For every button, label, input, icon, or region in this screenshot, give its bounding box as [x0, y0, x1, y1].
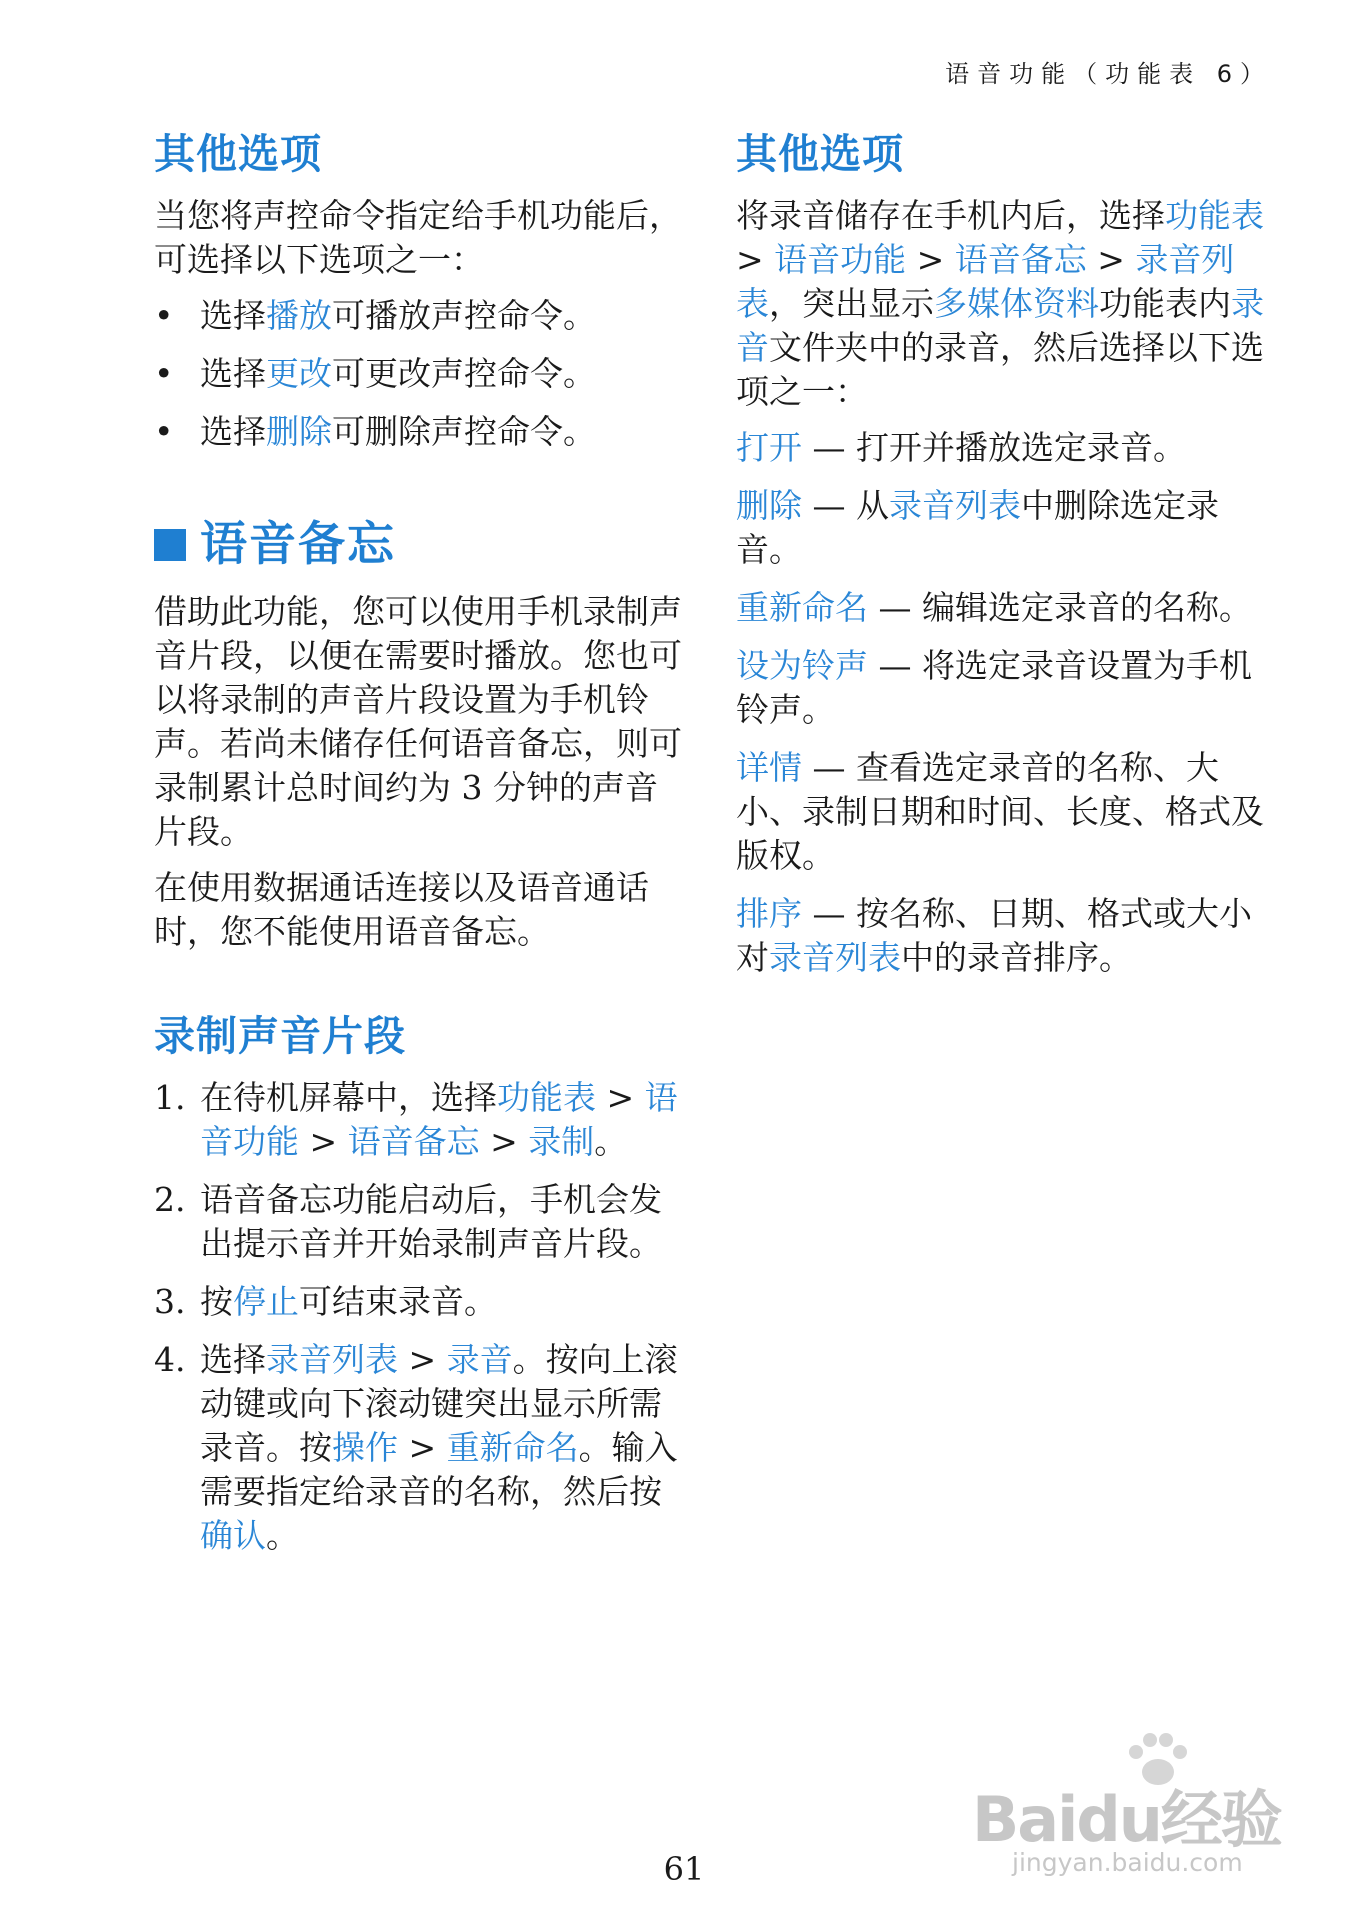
- square-icon: [154, 529, 186, 561]
- voice-memo-link[interactable]: 语音备忘: [954, 240, 1087, 279]
- option-delete: 删除 — 从录音列表中删除选定录音。: [736, 486, 1219, 569]
- step-item: 3. 按停止可结束录音。: [154, 1282, 497, 1321]
- options-link[interactable]: 操作: [332, 1428, 398, 1467]
- running-header: 语音功能（功能表 6）: [945, 60, 1272, 88]
- watermark-url: jingyan.baidu.com: [1012, 1848, 1243, 1877]
- voice-memo-description: 借助此功能，您可以使用手机录制声音片段，以便在需要时播放。您也可以将录制的声音片段设置为手机铃声。若尚未储存任何语音备忘，则可录制累计总时间约为 3 分钟的声音片段。: [154, 592, 682, 851]
- rename-link[interactable]: 重新命名: [736, 588, 868, 627]
- option-sort: 排序 — 按名称、日期、格式或大小对录音列表中的录音排序。: [736, 894, 1252, 977]
- open-link[interactable]: 打开: [736, 428, 802, 467]
- intro-paragraph: 当您将声控命令指定给手机功能后，可选择以下选项之一：: [154, 196, 682, 279]
- list-item: • 选择更改可更改声控命令。: [154, 352, 682, 396]
- option-details: 详情 — 查看选定录音的名称、大小、录制日期和时间、长度、格式及版权。: [736, 748, 1264, 875]
- rename-link[interactable]: 重新命名: [446, 1428, 579, 1467]
- menu-link[interactable]: 功能表: [497, 1078, 596, 1117]
- voice-functions-link[interactable]: 语音功能: [774, 240, 907, 279]
- details-link[interactable]: 详情: [736, 748, 802, 787]
- watermark-logo: Baidu经验: [972, 1783, 1281, 1856]
- right-column: [736, 128, 1276, 994]
- other-options-heading-right: 其他选项: [736, 130, 904, 178]
- voice-memo-link[interactable]: 语音备忘: [347, 1122, 480, 1161]
- page-number: 61: [663, 1850, 705, 1888]
- bullet-icon: •: [154, 296, 174, 335]
- record-link[interactable]: 录制: [528, 1122, 595, 1161]
- bullet-icon: •: [154, 354, 174, 393]
- recordings-folder-link[interactable]: 录音: [736, 284, 1264, 367]
- recording-list-link[interactable]: 录音列表: [888, 486, 1021, 525]
- voice-functions-link[interactable]: 语音功能: [200, 1078, 678, 1161]
- recording-list-link[interactable]: 录音列表: [736, 240, 1235, 323]
- delete-link[interactable]: 删除: [266, 412, 332, 451]
- sort-link[interactable]: 排序: [736, 894, 802, 933]
- voice-memo-restriction: 在使用数据通话连接以及语音通话时，您不能使用语音备忘。: [154, 868, 649, 951]
- delete-link[interactable]: 删除: [736, 486, 802, 525]
- change-link[interactable]: 更改: [266, 354, 332, 393]
- baidu-watermark: [972, 1770, 1312, 1890]
- set-ringtone-link[interactable]: 设为铃声: [736, 646, 868, 685]
- right-intro-paragraph: 将录音储存在手机内后，选择功能表 > 语音功能 > 语音备忘 > 录音列表，突出显示多媒体资料功能表内录音文件夹中的录音，然后选择以下选项之一：: [736, 196, 1264, 411]
- recording-list-link[interactable]: 录音列表: [266, 1340, 398, 1379]
- voice-memo-section-heading: 语音备忘: [154, 516, 682, 574]
- step-item: 2. 语音备忘功能启动后，手机会发出提示音并开始录制声音片段。: [154, 1180, 662, 1263]
- option-open: 打开 — 打开并播放选定录音。: [736, 428, 1186, 467]
- recording-list-link[interactable]: 录音列表: [769, 938, 901, 977]
- stop-link[interactable]: 停止: [233, 1282, 299, 1321]
- list-item: • 选择播放可播放声控命令。: [154, 294, 682, 338]
- option-rename: 重新命名 — 编辑选定录音的名称。: [736, 588, 1252, 627]
- play-link[interactable]: 播放: [266, 296, 332, 335]
- option-set-ringtone: 设为铃声 — 将选定录音设置为手机铃声。: [736, 646, 1252, 729]
- confirm-link[interactable]: 确认: [200, 1516, 266, 1555]
- media-gallery-link[interactable]: 多媒体资料: [934, 284, 1099, 323]
- menu-link[interactable]: 功能表: [1165, 196, 1264, 235]
- step-item: 4. 选择录音列表 > 录音。按向上滚动键或向下滚动键突出显示所需录音。按操作 > 重新命名。输入需要指定给录音的名称，然后按确认。: [154, 1340, 678, 1555]
- list-item: • 选择删除可删除声控命令。: [154, 410, 682, 454]
- record-clip-heading: 录制声音片段: [154, 1012, 406, 1060]
- bullet-icon: •: [154, 412, 174, 451]
- record-steps-list: [154, 1076, 682, 1558]
- recording-link[interactable]: 录音: [446, 1340, 513, 1379]
- voice-command-options-list: [154, 294, 682, 454]
- step-item: 1. 在待机屏幕中，选择功能表 > 语音功能 > 语音备忘 > 录制。: [154, 1078, 678, 1161]
- other-options-heading: 其他选项: [154, 130, 322, 178]
- left-column: [154, 128, 682, 1572]
